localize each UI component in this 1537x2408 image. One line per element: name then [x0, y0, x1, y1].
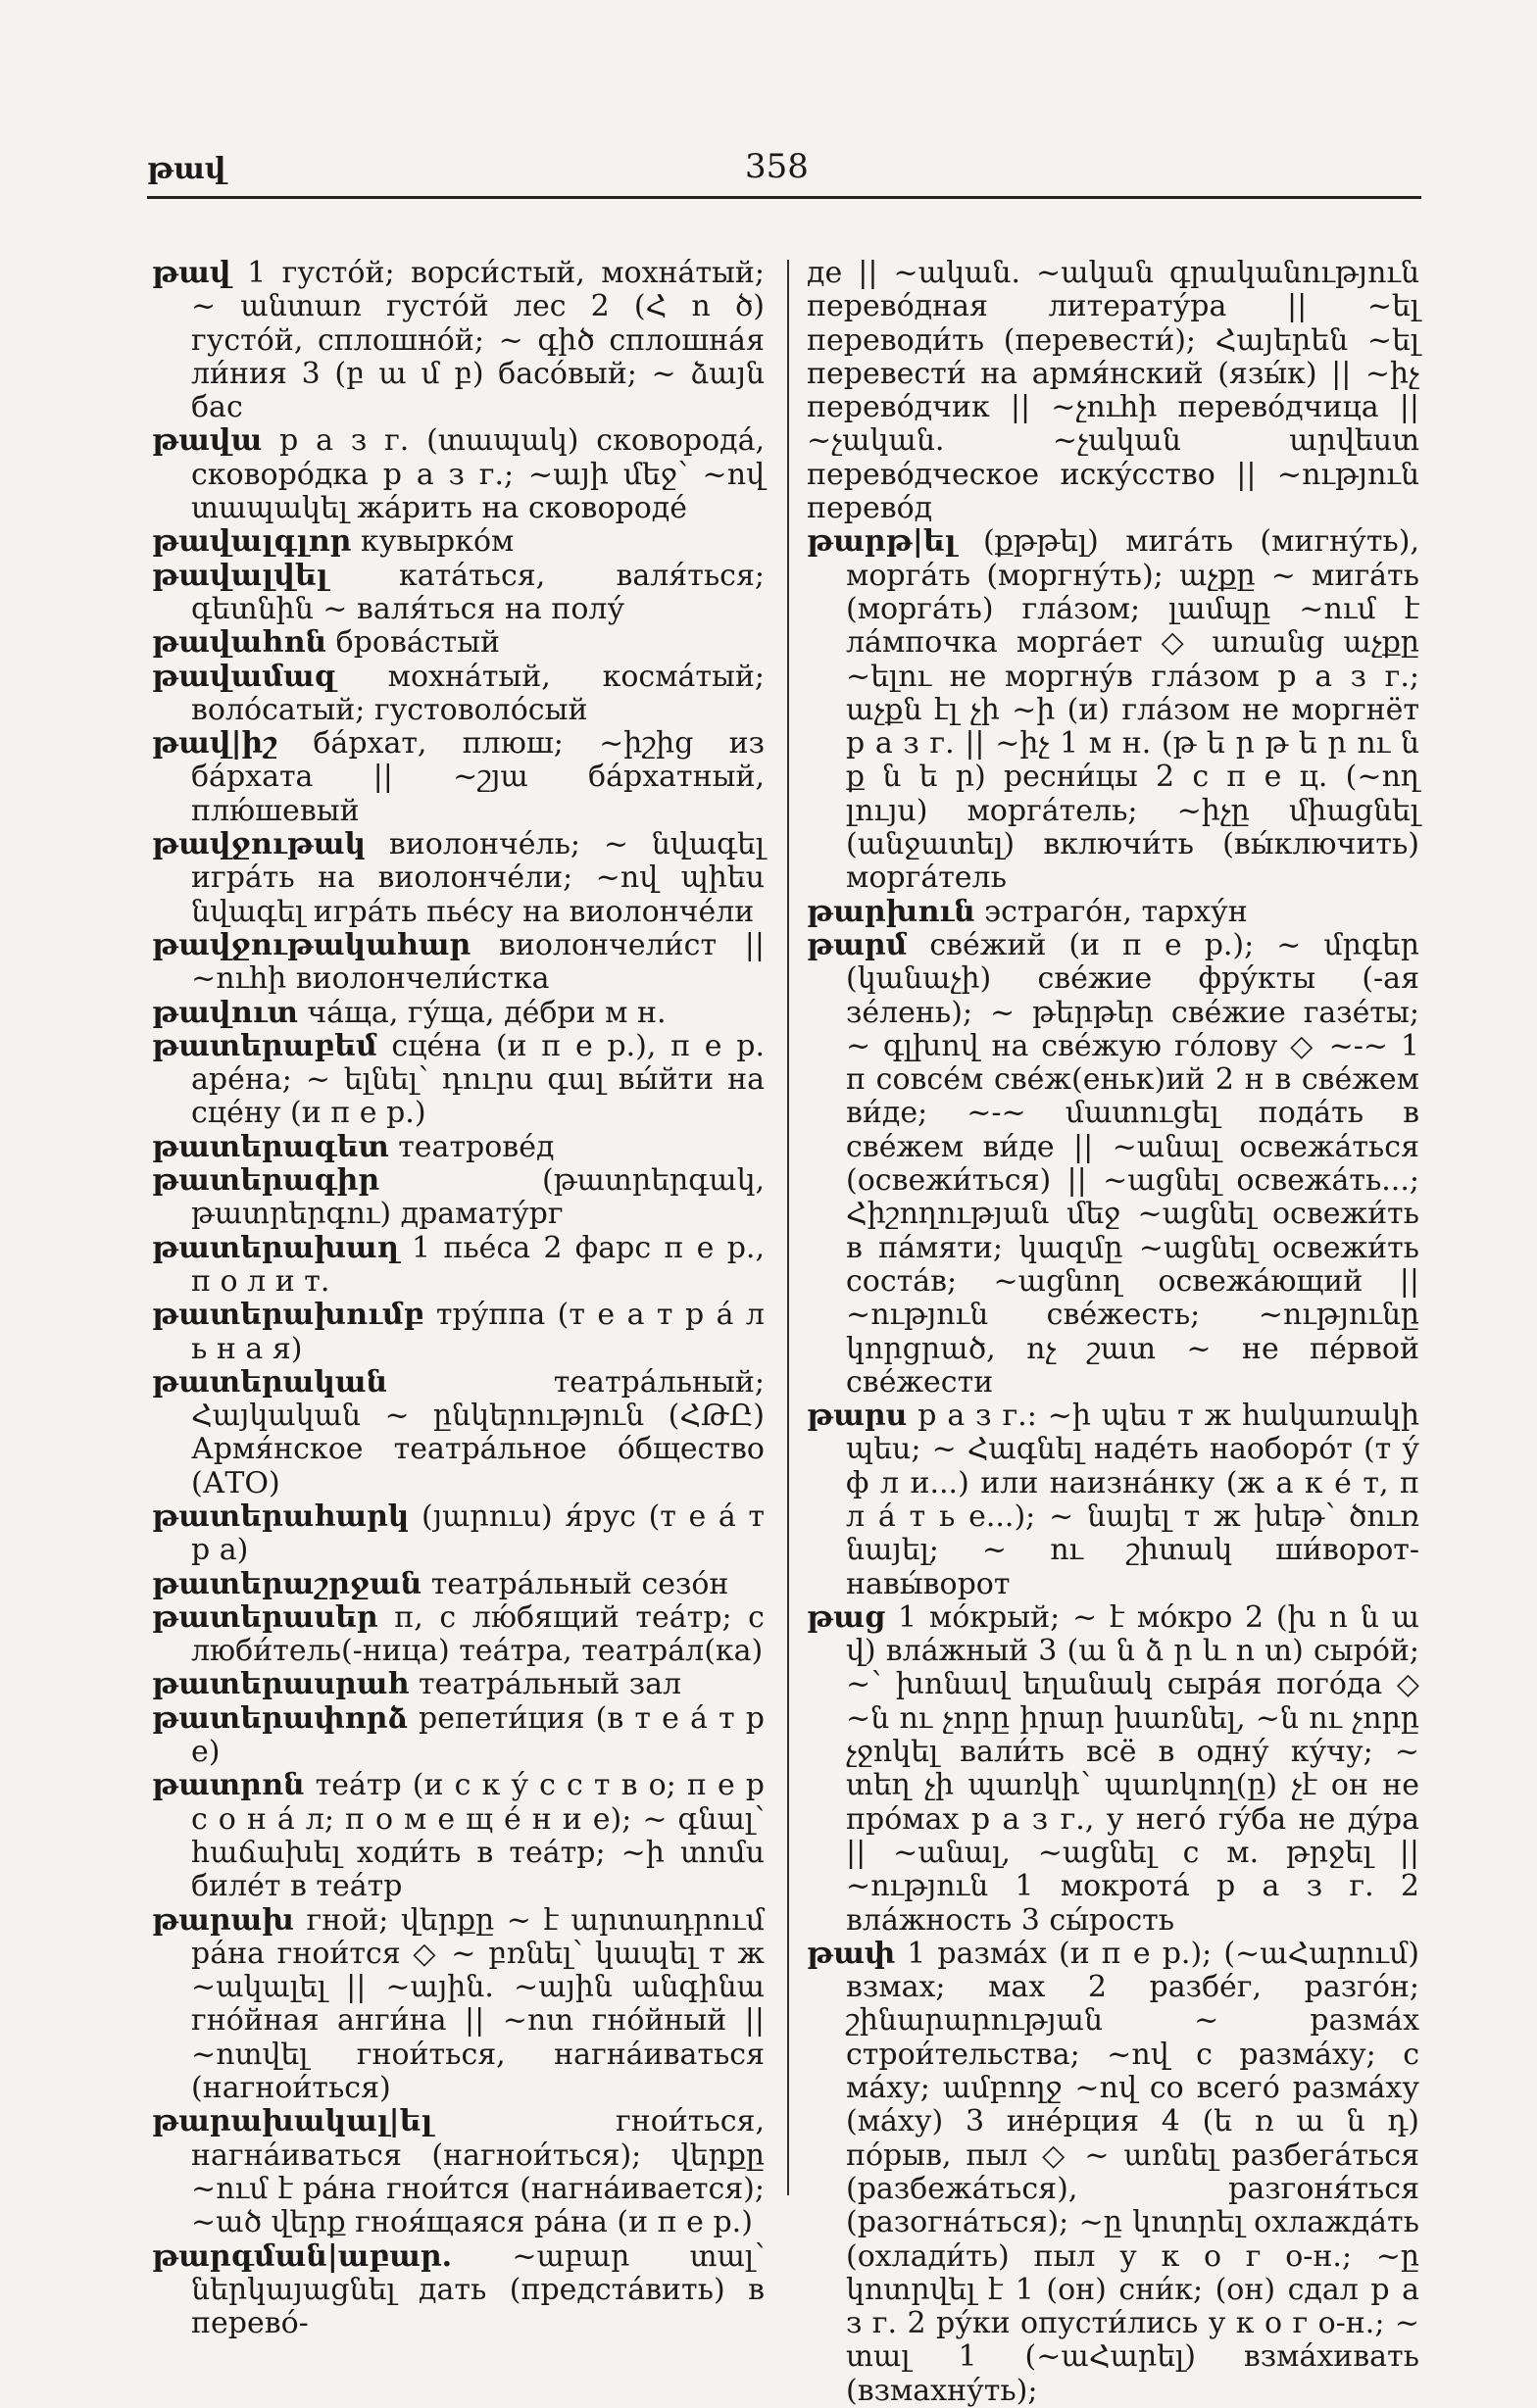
page-number: 358: [745, 147, 809, 186]
entry-text: брова́стый: [326, 625, 501, 661]
entry-text: гной; վերքը ~ է արտադրում ра́на гнои́тся ◇ ~ բռնել՝ կապել т ж ~ակալել || ~ային. ~ային անգինա гно́йная анги́на || ~ոտ гно́йный || ~ոտվել гнои́ться, нагна́иваться (нагнои́ться): [191, 1902, 765, 2106]
entry-headword: թատերափորձ: [152, 1700, 408, 1736]
entry-headword: թատրոն: [152, 1768, 305, 1803]
entry-text: 1 густо́й; ворси́стый, мохна́тый; ~ անտառ густо́й лес 2 (Հ ո ծ) густо́й, сплошно́й; ~ գիծ сплошна́я ли́ния 3 (բ ա մ բ) басо́вый; ~ ձայն бас: [191, 256, 765, 425]
page-header: [147, 147, 1421, 196]
dictionary-entry: [152, 1131, 765, 1164]
entry-text: сце́на (и п е р.), п е р. аре́на; ~ ելնել՝ դուրս գալ вы́йти на сце́ну (и п е р.): [191, 1028, 765, 1131]
dictionary-entry: [807, 896, 1419, 929]
entry-text: ката́ться, валя́ться; գետնին ~ валя́ться на полу́: [191, 558, 765, 626]
dictionary-entry: [152, 2240, 765, 2341]
left-column: [152, 257, 765, 2340]
entry-headword: թավամազ: [152, 659, 336, 694]
header-rule: [147, 196, 1421, 199]
entry-text: ~աբար տալ՝ ներկայացնել дать (предста́вить) в перево́-: [191, 2238, 765, 2341]
entry-headword: թավ: [152, 256, 231, 290]
entry-headword: թատերասեր: [152, 1599, 378, 1635]
entry-headword: թաց: [807, 1599, 886, 1635]
entry-headword: թավջութակահար: [152, 927, 471, 962]
entry-headword: թավալվել: [152, 558, 328, 593]
entry-headword: թավալգլոր: [152, 524, 352, 560]
dictionary-entry: [152, 560, 765, 627]
dictionary-entry: [152, 525, 765, 559]
entry-headword: թատերագետ: [152, 1129, 389, 1164]
entry-headword: թատերահարկ: [152, 1499, 410, 1534]
entry-text: (թատրերգակ, թատրերգու) драмату́рг: [191, 1163, 765, 1232]
dictionary-entry: [807, 1938, 1419, 2408]
dictionary-entry: [152, 1366, 765, 1500]
entry-headword: թավա: [152, 423, 263, 459]
entry-headword: թարս: [807, 1399, 908, 1434]
entry-text: (քթթել) мига́ть (мигну́ть), морга́ть (моргну́ть); աչքը ~ мига́ть (морга́ть) гла́зом; լամպը ~ում է ла́мпочка морга́ет ◇ առանց աչքը ~ելու не моргну́в гла́зом р а з г.; աչքն էլ չի ~ի (и) гла́зом не моргнёт р а з г. || ~իչ 1 м н. (թ ե ր թ ե ր ու ն ք ն ե ր) ресни́цы 2 с п е ц. (~ող լույս) морга́тель; ~իչը միացնել (անջատել) включи́ть (вы́ключить) морга́тель: [846, 524, 1419, 896]
dictionary-entry: [152, 2105, 765, 2239]
entry-text: театра́льный зал: [409, 1667, 682, 1702]
column-divider: [787, 260, 789, 2195]
dictionary-entry: [152, 1500, 765, 1568]
entry-text: эстраго́н, тарху́н: [974, 894, 1248, 929]
entry-headword: թավ|իշ: [152, 726, 278, 762]
entry-text: виолонче́ль; ~ նվագել игра́ть на виолонче́ли; ~ով պիես նվագել игра́ть пье́су на виолонче́ли: [191, 827, 765, 929]
entry-text: репети́ция (в т е а́ т р е): [191, 1700, 765, 1770]
entry-headword: թարմ: [807, 927, 908, 962]
entry-headword: թատերական: [152, 1364, 388, 1400]
dictionary-entry: [152, 424, 765, 525]
dictionary-entry: [152, 929, 765, 997]
entry-text: р а з г. (տապակ) сковорода́, сковоро́дка р а з г.; ~այի մեջ՝ ~ով տապակել жа́рить на сковороде́: [191, 423, 765, 526]
entry-text: театрове́д: [388, 1129, 555, 1164]
dictionary-entry: [152, 727, 765, 828]
entry-headword: թարխուն: [807, 894, 975, 929]
dictionary-entry: [807, 1601, 1419, 1938]
entry-text: р а з г.: ~ի պես т ж հակառակի պես; ~ Հագնել наде́ть наоборо́т (т у́ ф л и...) или наизна́нку (ж а к е́ т, п л а́ т ь е...); ~ նայել т ж խեթ՝ ծուռ նայել; ~ ու շիտակ ши́ворот-навы́ворот: [846, 1399, 1419, 1601]
dictionary-entry: [807, 257, 1419, 525]
dictionary-entry: [152, 828, 765, 929]
dictionary-entry: [152, 661, 765, 728]
dictionary-entry: [152, 1904, 765, 2106]
entry-headword: թատերասրահ: [152, 1667, 410, 1702]
entry-headword: թափ: [807, 1936, 896, 1971]
entry-text: мохна́тый, косма́тый; воло́сатый; густоволо́сый: [191, 659, 765, 727]
entry-text: кувырко́м: [351, 524, 515, 560]
entry-text: 1 разма́х (и п е р.); (~աՀարում) взмах; мах 2 разбе́г, разго́н; շինարարության ~ разма́х строи́тельства; ~ով с разма́ху; с ма́ху; ամբողջ ~ով со всего́ разма́ху (ма́ху) 3 ине́рция 4 (ե ռ ա ն դ) по́рыв, пыл ◇ ~ առնել разбега́ться (разбежа́ться), разгоня́ться (разогна́ться); ~ը կոտրել охлажда́ть (охлади́ть) пыл у к о г о-н.; ~ը կոտրվել է 1 (он) сни́к; (он) сдал р а з г. 2 ру́ки опусти́лись у к о г о-н.; ~ տալ 1 (~աՀարել) взма́хивать (взмахну́ть);: [846, 1936, 1419, 2408]
entry-headword: թատերախումբ: [152, 1298, 424, 1333]
entry-headword: թավուտ: [152, 995, 298, 1030]
entry-text: ча́ща, гу́ща, де́бри м н.: [297, 995, 667, 1030]
entry-headword: թատերագիր: [152, 1163, 380, 1199]
dictionary-entry: [152, 1568, 765, 1601]
entry-text: 1 мо́крый; ~ է мо́кро 2 (խ ո ն ա վ) вла́жный 3 (ա ն ձ ր և ո տ) сыро́й; ~՝ խոնավ եղանակ сыра́я пого́да ◇ ~ն ու չորը իրար խառնել, ~ն ու չորը չջոկել вали́ть всё в одну́ ку́чу; ~ տեղ չի պառկի՝ պառկող(ը) չէ он не про́мах р а з г., у него́ гу́ба не ду́ра || ~անալ, ~ացնել с м. թրջել || ~ություն 1 мокрота́ р а з г. 2 вла́жность 3 сы́рость: [846, 1599, 1419, 1938]
entry-text: (յարուս) я́рус (т е а́ т р а): [191, 1499, 765, 1568]
entry-text: де || ~ական. ~ական գրականություն перево́дная литерату́ра || ~ել переводи́ть (перевести́); Հայերեն ~ել перевести́ на армя́нский (язы́к) || ~իչ перево́дчик || ~չուհի перево́дчица || ~չական. ~չական արվեստ перево́дческое иску́сство || ~ություն перево́д: [807, 256, 1419, 526]
entry-headword: թարթ|ել: [807, 524, 957, 560]
entry-text: п, с лю́бящий теа́тр; с люби́тель(-ница) теа́тра, театра́л(ка): [191, 1599, 765, 1669]
right-column: [807, 257, 1419, 2408]
dictionary-entry: [152, 1601, 765, 1669]
entry-text: теа́тр (и с к у́ с с т в о; п е р с о н а́ л; п о м е щ е́ н и е); ~ գնալ՝ հաճախել ходи́ть в теа́тр; ~ի տոմս биле́т в теа́тр: [191, 1768, 765, 1904]
entry-headword: թատերախաղ: [152, 1230, 399, 1265]
dictionary-entry: [807, 1400, 1419, 1601]
dictionary-entry: [152, 1030, 765, 1131]
entry-headword: թատերաբեմ: [152, 1028, 377, 1063]
dictionary-entry: [807, 525, 1419, 895]
entry-headword: թատերաշրջան: [152, 1566, 422, 1601]
entry-text: све́жий (и п е р.); ~ մրգեր (կանաչի) све́жие фру́кты (-ая зе́лень); ~ թերթեր све́жие газе́ты; ~ գլխով на све́жую го́лову ◇ ~-~ 1 п совсе́м све́ж(еньк)ий 2 н в све́жем ви́де; ~-~ մատուցել пода́ть в све́жем ви́де || ~անալ освежа́ться (освежи́ться) || ~ացնել освежа́ть...; Հիշողության մեջ ~ացնել освежи́ть в па́мяти; կազմը ~ացնել освежи́ть соста́в; ~ացնող освежа́ющий || ~ություն све́жесть; ~ությունը կորցրած, ոչ շատ ~ не пе́рвой све́жести: [846, 927, 1419, 1400]
dictionary-entry: [152, 1299, 765, 1366]
dictionary-entry: [152, 1668, 765, 1701]
dictionary-entry: [152, 1769, 765, 1903]
dictionary-entry: [152, 1702, 765, 1770]
dictionary-entry: [152, 997, 765, 1030]
dictionary-entry: [152, 1164, 765, 1232]
dictionary-entry: [152, 1232, 765, 1300]
entry-text: гнои́ться, нагна́иваться (нагнои́ться); վերքը ~ում է ра́на гнои́тся (нагна́ивается); ~ած վերք гноя́щаяся ра́на (и п е р.): [191, 2104, 765, 2240]
dictionary-entry: [807, 929, 1419, 1400]
entry-headword: թարախակալ|ել: [152, 2104, 433, 2139]
entry-headword: թավջութակ: [152, 827, 367, 862]
entry-headword: թարգման|աբար.: [152, 2238, 453, 2274]
entry-text: тру́ппа (т е а т р а́ л ь н а я): [191, 1298, 765, 1366]
entry-text: театра́льный; Հայկական ~ ընկերություն (ՀԹԸ) Армя́нское театра́льное о́бщество (АТО): [191, 1364, 765, 1500]
dictionary-entry: [152, 257, 765, 424]
entry-text: виолончели́ст || ~ուհի виолончели́стка: [191, 927, 765, 997]
running-head: թավ: [147, 152, 226, 186]
dictionary-entry: [152, 626, 765, 660]
entry-text: 1 пье́са 2 фарс п е р., п о л и т.: [191, 1230, 765, 1299]
entry-text: ба́рхат, плюш; ~իշից из ба́рхата || ~շյա ба́рхатный, плю́шевый: [191, 726, 765, 828]
entry-headword: թարախ: [152, 1902, 294, 1938]
entry-headword: թավահոն: [152, 625, 327, 661]
entry-text: театра́льный сезо́н: [421, 1566, 729, 1601]
